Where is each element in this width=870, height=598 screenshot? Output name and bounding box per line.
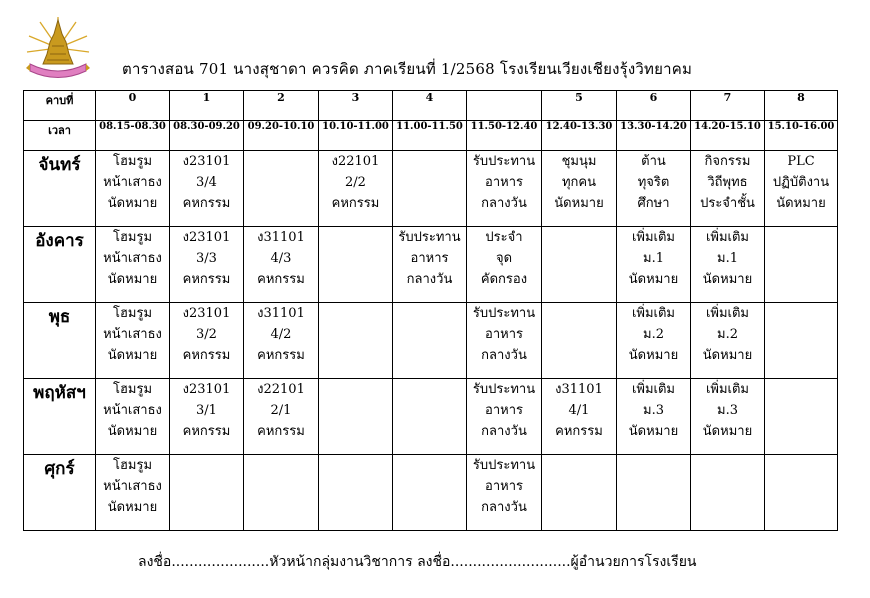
schedule-cell xyxy=(467,455,542,531)
cell-line: รับประทาน xyxy=(472,458,536,473)
cell-line: คหกรรม xyxy=(182,424,231,439)
cell-line: ม.3 xyxy=(717,403,738,418)
schedule-cell xyxy=(765,151,838,227)
schedule-cell xyxy=(617,455,691,531)
cell-line: 4/1 xyxy=(568,403,590,418)
cell-line: นัดหมาย xyxy=(628,348,679,363)
cell-line: ต้าน xyxy=(641,154,666,169)
time-label: เวลา xyxy=(24,121,96,151)
cell-line: ง23101 xyxy=(182,154,231,169)
schedule-cell xyxy=(691,455,765,531)
cell-line: นัดหมาย xyxy=(107,272,158,287)
schedule-cell xyxy=(393,227,467,303)
schedule-cell xyxy=(96,379,170,455)
cell-line: ง31101 xyxy=(257,306,305,321)
schedule-cell xyxy=(319,227,393,303)
schedule-cell xyxy=(244,303,319,379)
cell-line: คหกรรม xyxy=(257,424,305,439)
period-number: 6 xyxy=(617,91,691,121)
cell-line: อาหาร xyxy=(485,479,523,494)
schedule-cell xyxy=(319,151,393,227)
schedule-cell xyxy=(96,455,170,531)
cell-line: เพิ่มเติม xyxy=(705,382,750,397)
period-number: 1 xyxy=(170,91,244,121)
schedule-cell xyxy=(393,151,467,227)
cell-line: คัดกรอง xyxy=(480,272,528,287)
cell-line: ศึกษา xyxy=(637,196,670,211)
schedule-cell xyxy=(244,227,319,303)
day-row xyxy=(24,227,838,303)
schedule-cell xyxy=(244,455,319,531)
cell-line: คหกรรม xyxy=(182,348,231,363)
cell-line: ทุกคน xyxy=(561,175,597,190)
time-slot: 08.30-09.20 xyxy=(170,121,244,151)
time-slot: 15.10-16.00 xyxy=(765,121,838,151)
header-row-times xyxy=(24,121,838,151)
cell-line: รับประทาน xyxy=(472,382,536,397)
schedule-cell xyxy=(319,379,393,455)
schedule-cell xyxy=(691,379,765,455)
cell-line: คหกรรม xyxy=(182,196,231,211)
schedule-cell xyxy=(691,303,765,379)
schedule-cell xyxy=(96,151,170,227)
cell-line: นัดหมาย xyxy=(107,348,158,363)
cell-line: นัดหมาย xyxy=(702,424,753,439)
cell-line: หน้าเสาธง xyxy=(103,327,162,342)
cell-line: กลางวัน xyxy=(406,272,453,287)
time-slot: 09.20-10.10 xyxy=(244,121,319,151)
cell-line: 3/3 xyxy=(196,251,217,266)
schedule-cell xyxy=(765,303,838,379)
schedule-cell xyxy=(542,227,617,303)
schedule-cell xyxy=(96,303,170,379)
schedule-cell xyxy=(170,303,244,379)
time-slot: 13.30-14.20 xyxy=(617,121,691,151)
cell-line: โฮมรูม xyxy=(112,382,153,397)
cell-line: 2/2 xyxy=(345,175,366,190)
schedule-cell xyxy=(542,303,617,379)
cell-line: โฮมรูม xyxy=(112,154,153,169)
period-label: คาบที่ xyxy=(24,91,96,121)
schedule-cell xyxy=(170,455,244,531)
schedule-cell xyxy=(765,455,838,531)
cell-line: นัดหมาย xyxy=(107,424,158,439)
schedule-cell xyxy=(542,379,617,455)
day-name: อังคาร xyxy=(24,227,96,303)
time-slot: 11.50-12.40 xyxy=(467,121,542,151)
cell-line: ชุมนุม xyxy=(561,154,597,169)
schedule-cell xyxy=(617,303,691,379)
period-number: 3 xyxy=(319,91,393,121)
cell-line: อาหาร xyxy=(485,403,523,418)
timetable xyxy=(23,90,838,531)
cell-line: โฮมรูม xyxy=(112,306,153,321)
schedule-cell xyxy=(467,303,542,379)
schedule-cell xyxy=(617,379,691,455)
time-slot: 14.20-15.10 xyxy=(691,121,765,151)
cell-line: ม.1 xyxy=(643,251,664,266)
cell-line: ม.3 xyxy=(643,403,664,418)
cell-line: ง31101 xyxy=(257,230,305,245)
schedule-cell xyxy=(319,303,393,379)
day-name: ศุกร์ xyxy=(24,455,96,531)
cell-line: ประจำ xyxy=(485,230,523,245)
schedule-cell xyxy=(691,227,765,303)
schedule-cell xyxy=(765,379,838,455)
cell-line: กลางวัน xyxy=(481,196,527,211)
cell-line: อาหาร xyxy=(410,251,449,266)
cell-line: นัดหมาย xyxy=(776,196,826,211)
cell-line: ประจำชั้น xyxy=(700,196,755,211)
cell-line: ง23101 xyxy=(182,230,231,245)
cell-line: ง22101 xyxy=(331,154,380,169)
schedule-cell xyxy=(244,379,319,455)
cell-line: เพิ่มเติม xyxy=(705,230,750,245)
cell-line: คหกรรม xyxy=(555,424,603,439)
cell-line: นัดหมาย xyxy=(702,272,753,287)
page-title: ตารางสอน 701 นางสุชาดา ควรคิด ภาคเรียนที่ 1/2568 โรงเรียนเวียงเชียงรุ้งวิทยาคม xyxy=(122,60,693,78)
day-row xyxy=(24,379,838,455)
cell-line: นัดหมาย xyxy=(107,196,158,211)
cell-line: กลางวัน xyxy=(481,500,527,515)
cell-line: ง22101 xyxy=(257,382,305,397)
period-number: 2 xyxy=(244,91,319,121)
cell-line: หน้าเสาธง xyxy=(103,403,162,418)
cell-line: อาหาร xyxy=(485,327,523,342)
schedule-cell xyxy=(542,455,617,531)
day-name: จันทร์ xyxy=(24,151,96,227)
day-row xyxy=(24,151,838,227)
period-number: 8 xyxy=(765,91,838,121)
cell-line: หน้าเสาธง xyxy=(103,175,162,190)
time-slot: 08.15-08.30 xyxy=(96,121,170,151)
header-row-periods xyxy=(24,91,838,121)
cell-line: ม.2 xyxy=(643,327,664,342)
cell-line: นัดหมาย xyxy=(702,348,753,363)
cell-line: เพิ่มเติม xyxy=(631,382,676,397)
cell-line: เพิ่มเติม xyxy=(705,306,750,321)
cell-line: คหกรรม xyxy=(257,348,305,363)
period-number: 0 xyxy=(96,91,170,121)
cell-line: โฮมรูม xyxy=(112,458,153,473)
schedule-cell xyxy=(765,227,838,303)
cell-line: รับประทาน xyxy=(472,154,536,169)
cell-line: คหกรรม xyxy=(331,196,380,211)
schedule-cell xyxy=(170,227,244,303)
time-slot: 11.00-11.50 xyxy=(393,121,467,151)
cell-line: เพิ่มเติม xyxy=(631,230,676,245)
cell-line: กลางวัน xyxy=(481,424,527,439)
cell-line: โฮมรูม xyxy=(112,230,153,245)
time-slot: 10.10-11.00 xyxy=(319,121,393,151)
day-name: พุธ xyxy=(24,303,96,379)
cell-line: 3/4 xyxy=(196,175,217,190)
schedule-cell xyxy=(170,379,244,455)
cell-line: คหกรรม xyxy=(182,272,231,287)
schedule-cell xyxy=(617,151,691,227)
schedule-cell xyxy=(170,151,244,227)
day-row xyxy=(24,455,838,531)
period-number xyxy=(467,91,542,121)
schedule-cell xyxy=(467,379,542,455)
cell-line: กิจกรรม xyxy=(704,154,751,169)
day-name: พฤหัสฯ xyxy=(24,379,96,455)
cell-line: อาหาร xyxy=(485,175,523,190)
schedule-cell xyxy=(319,455,393,531)
school-logo xyxy=(24,14,92,82)
schedule-cell xyxy=(393,455,467,531)
cell-line: ทุจริต xyxy=(637,175,670,190)
schedule-cell xyxy=(542,151,617,227)
cell-line: 3/2 xyxy=(196,327,217,342)
cell-line: คหกรรม xyxy=(257,272,305,287)
cell-line: 2/1 xyxy=(270,403,292,418)
cell-line: นัดหมาย xyxy=(628,272,679,287)
cell-line: วิถีพุทธ xyxy=(707,175,748,190)
cell-line: จุด xyxy=(495,251,513,266)
schedule-cell xyxy=(393,303,467,379)
schedule-cell xyxy=(244,151,319,227)
cell-line: PLC xyxy=(787,154,815,169)
signature-line: ลงชื่อ......................หัวหน้ากลุ่มงานวิชาการ ลงชื่อ...........................ผู้อำนวยการโรงเรียน xyxy=(138,554,697,570)
schedule-cell xyxy=(617,227,691,303)
cell-line: ม.1 xyxy=(717,251,738,266)
cell-line: หน้าเสาธง xyxy=(103,251,162,266)
period-number: 7 xyxy=(691,91,765,121)
cell-line: เพิ่มเติม xyxy=(631,306,676,321)
cell-line: 4/2 xyxy=(270,327,292,342)
period-number: 5 xyxy=(542,91,617,121)
cell-line: กลางวัน xyxy=(481,348,527,363)
cell-line: ปฏิบัติงาน xyxy=(772,175,830,190)
cell-line: ง23101 xyxy=(182,382,231,397)
period-number: 4 xyxy=(393,91,467,121)
cell-line: ง31101 xyxy=(555,382,603,397)
cell-line: ง23101 xyxy=(182,306,231,321)
cell-line: 4/3 xyxy=(270,251,292,266)
schedule-cell xyxy=(96,227,170,303)
cell-line: นัดหมาย xyxy=(628,424,679,439)
cell-line: หน้าเสาธง xyxy=(103,479,162,494)
cell-line: 3/1 xyxy=(196,403,217,418)
schedule-cell xyxy=(467,151,542,227)
time-slot: 12.40-13.30 xyxy=(542,121,617,151)
cell-line: รับประทาน xyxy=(398,230,461,245)
timetable-body xyxy=(24,91,838,531)
day-row xyxy=(24,303,838,379)
schedule-cell xyxy=(467,227,542,303)
cell-line: นัดหมาย xyxy=(107,500,158,515)
schedule-cell xyxy=(691,151,765,227)
schedule-cell xyxy=(393,379,467,455)
cell-line: นัดหมาย xyxy=(554,196,604,211)
cell-line: รับประทาน xyxy=(472,306,536,321)
cell-line: ม.2 xyxy=(717,327,738,342)
